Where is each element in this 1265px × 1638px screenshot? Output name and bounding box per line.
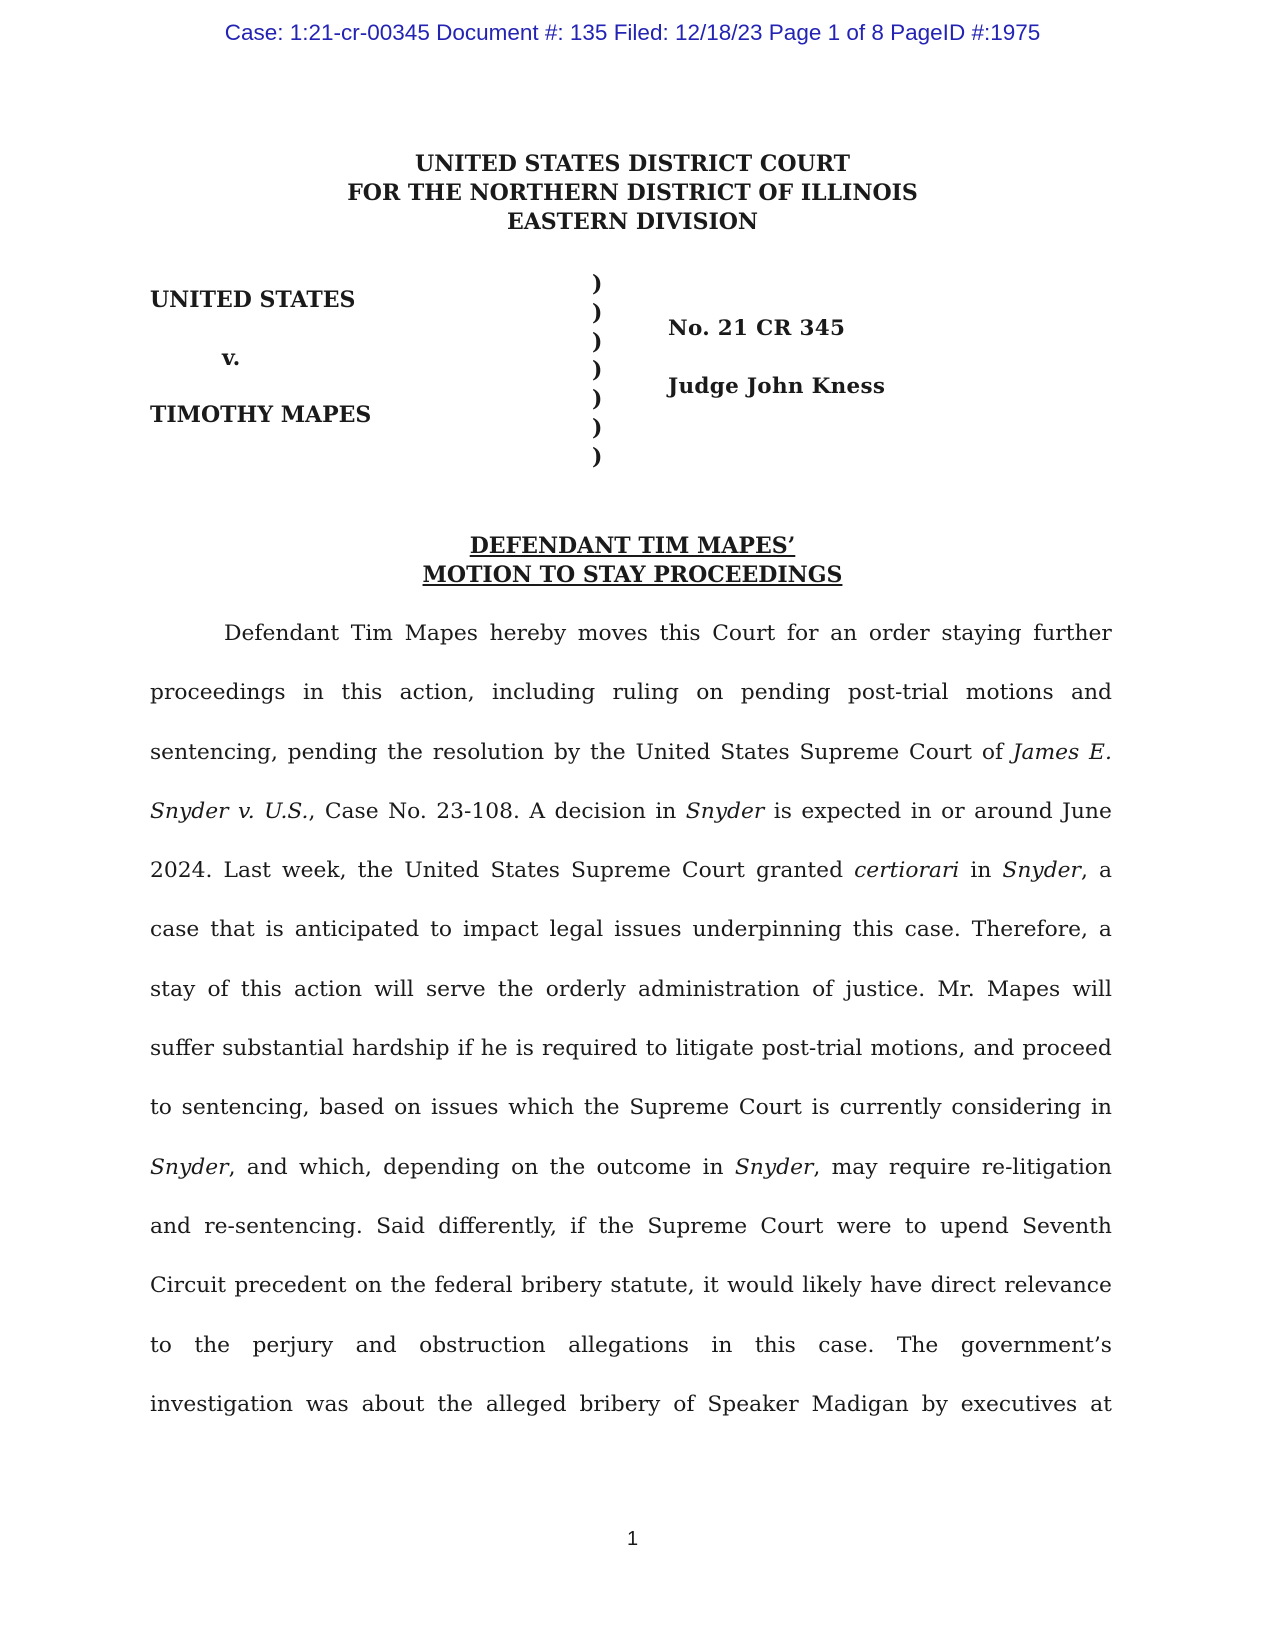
motion-title	[0, 532, 1265, 590]
motion-body	[150, 604, 1112, 1434]
defendant-name: TIMOTHY MAPES	[150, 402, 372, 428]
motion-title-line2: MOTION TO STAY PROCEEDINGS	[422, 562, 843, 588]
judge-name: Judge John Kness	[668, 374, 886, 399]
caption-parentheses: ) ) ) ) ) ) )	[592, 271, 603, 470]
court-district: FOR THE NORTHERN DISTRICT OF ILLINOIS	[347, 180, 918, 206]
page-number: 1	[626, 1528, 639, 1550]
body-line: 2024. Last week, the United States Supreme Court granted certiorari in Snyder, a	[150, 858, 1112, 884]
body-line: Snyder v. U.S., Case No. 23-108. A decision in Snyder is expected in or around June	[150, 798, 1112, 824]
body-line: suffer substantial hardship if he is required to litigate post-trial motions, and proceed	[150, 1036, 1112, 1062]
plaintiff-name: UNITED STATES	[150, 287, 356, 313]
body-line: Circuit precedent on the federal bribery statute, it would likely have direct relevance	[150, 1273, 1112, 1299]
body-line: Snyder, and which, depending on the outcome in Snyder, may require re-litigation	[150, 1154, 1112, 1180]
versus-label: v.	[222, 345, 241, 371]
body-line: to the perjury and obstruction allegations in this case. The government’s	[150, 1332, 1112, 1358]
filing-stamp-header: Case: 1:21-cr-00345 Document #: 135 Filed: 12/18/23 Page 1 of 8 PageID #:1975	[224, 20, 1041, 45]
body-line: Defendant Tim Mapes hereby moves this Court for an order staying further	[224, 621, 1112, 646]
body-line: investigation was about the alleged bribery of Speaker Madigan by executives at	[150, 1391, 1112, 1417]
body-line: proceedings in this action, including ruling on pending post-trial motions and	[150, 680, 1112, 706]
body-line: sentencing, pending the resolution by the United States Supreme Court of James E.	[150, 739, 1112, 765]
body-line: and re-sentencing. Said differently, if the Supreme Court were to upend Seventh	[150, 1213, 1112, 1239]
body-line: stay of this action will serve the orderly administration of justice. Mr. Mapes will	[150, 976, 1112, 1002]
case-number: No. 21 CR 345	[668, 316, 846, 341]
body-line: case that is anticipated to impact legal issues underpinning this case. Therefore, a	[150, 917, 1112, 943]
court-heading	[0, 150, 1265, 237]
body-line: to sentencing, based on issues which the Supreme Court is currently considering in	[150, 1095, 1112, 1121]
motion-title-line1: DEFENDANT TIM MAPES’	[469, 533, 796, 559]
court-division: EASTERN DIVISION	[506, 209, 759, 235]
court-name: UNITED STATES DISTRICT COURT	[415, 151, 850, 177]
